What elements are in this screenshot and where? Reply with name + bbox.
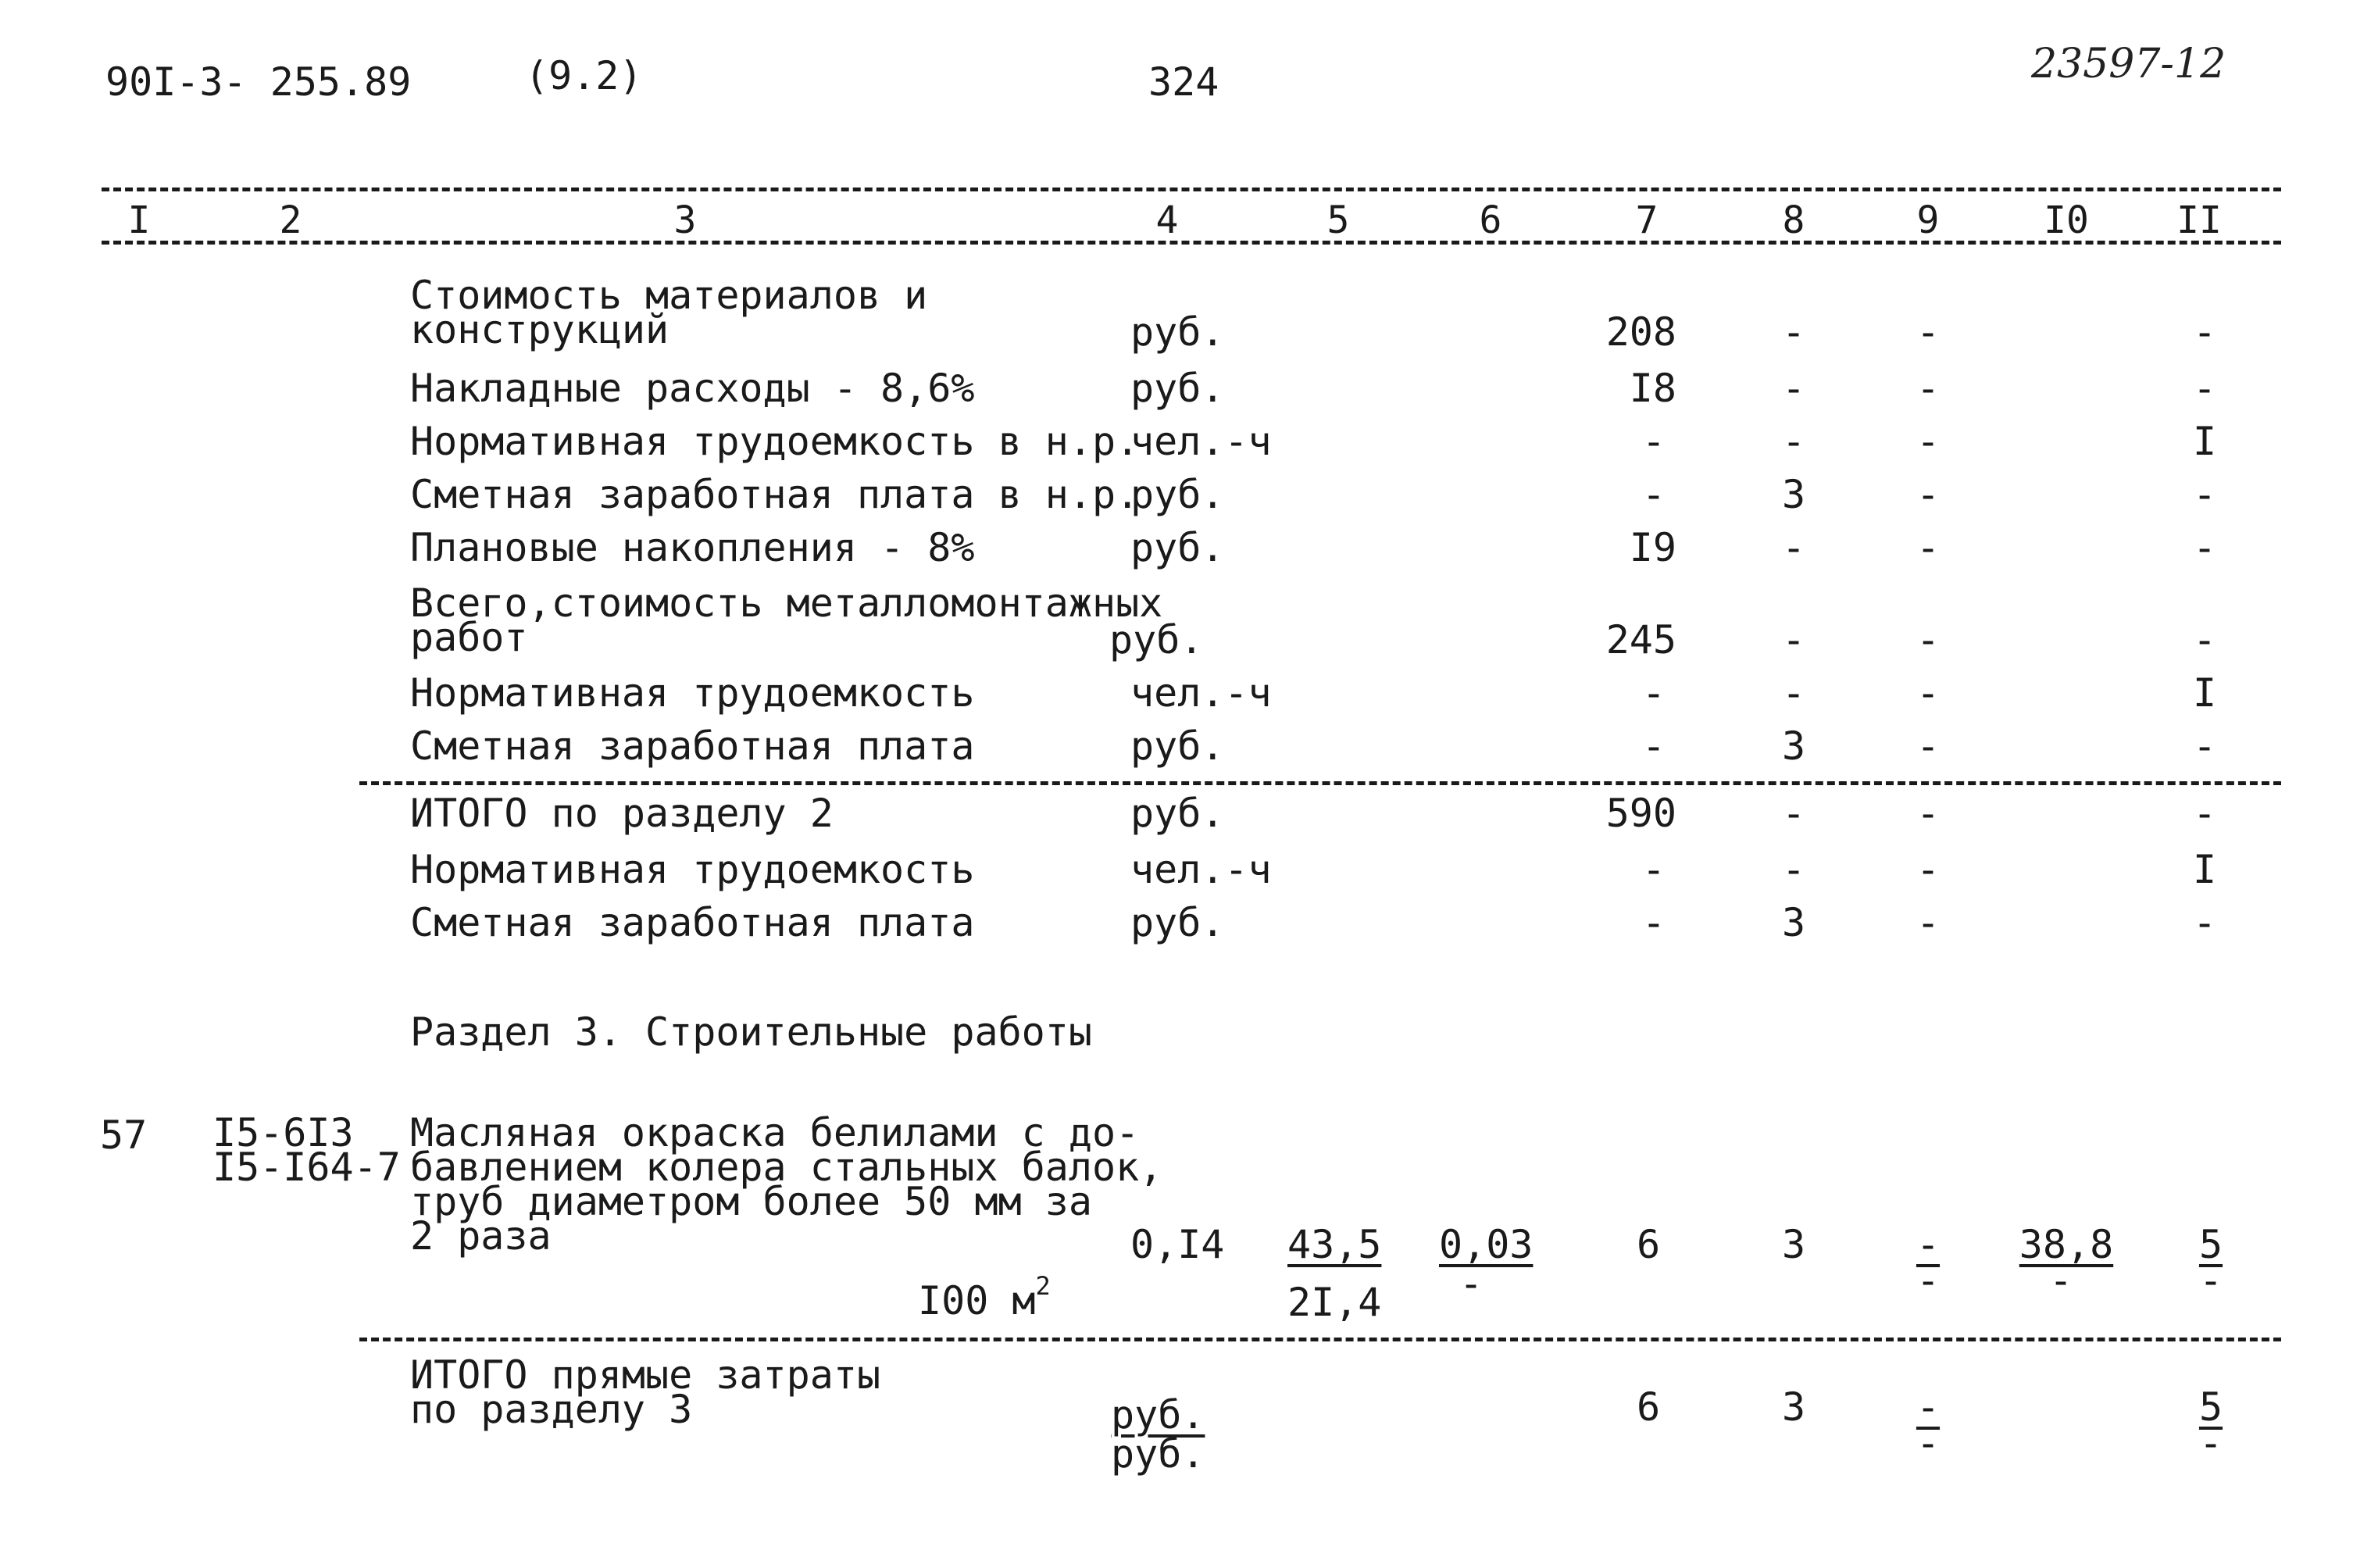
item-unit-quantity: I00 м [918, 1278, 1036, 1323]
row-col7: 590 [1605, 791, 1676, 836]
row-description: Плановые накопления - 8% [410, 525, 975, 570]
col-number-3: 3 [673, 198, 697, 242]
row-col8: 3 [1781, 723, 1806, 769]
total-description: ИТОГО прямые затраты по разделу 3 [410, 1352, 881, 1432]
col-number-6: 6 [1479, 198, 1502, 242]
row-description: Накладные расходы - 8,6% [410, 366, 975, 411]
item-col7: 6 [1636, 1222, 1661, 1267]
row-unit: чел.-ч [1130, 847, 1272, 892]
row-col8: - [1781, 525, 1806, 570]
row-col7: 245 [1605, 617, 1676, 663]
row-col9: - [1916, 472, 1941, 517]
row-col9: - [1916, 791, 1941, 836]
row-col8: - [1781, 791, 1806, 836]
row-description: Нормативная трудоемкость [410, 670, 975, 716]
section-reference: (9.2) [525, 53, 643, 98]
row-description: Сметная заработная плата в н.р. [410, 472, 1140, 517]
total-col11-top: 5 [2198, 1384, 2223, 1430]
row-unit: руб. [1130, 525, 1225, 570]
archive-number: 23597-12 [2031, 41, 2226, 88]
section3-total-rule [359, 1338, 2281, 1341]
col-number-7: 7 [1635, 198, 1659, 242]
header-rule-top [102, 188, 2281, 191]
row-unit: руб. [1130, 900, 1225, 945]
item-col6-bottom: - [1459, 1261, 1484, 1306]
total-col9-top: - [1916, 1384, 1941, 1430]
total-unit-bottom: руб. [1111, 1431, 1205, 1477]
row-unit: руб. [1130, 366, 1225, 411]
row-col7: - [1641, 419, 1666, 464]
row-col8: - [1781, 617, 1806, 663]
row-unit: чел.-ч [1130, 419, 1272, 464]
row-col11: - [2192, 309, 2217, 355]
row-col8: - [1781, 366, 1806, 411]
row-unit: руб. [1130, 472, 1225, 517]
col-number-10: I0 [2044, 198, 2089, 242]
row-description: Стоимость материалов и конструкций [410, 273, 928, 352]
row-col11: I [2192, 419, 2217, 464]
row-col11: - [2192, 366, 2217, 411]
total-col8: 3 [1781, 1384, 1806, 1430]
item-col8: 3 [1781, 1222, 1806, 1267]
row-col9: - [1916, 723, 1941, 769]
row-description: Всего,стоимость металломонтажных работ [410, 580, 1163, 660]
item-description: Масляная окраска белилами с до- бавлением колера стальных балок, труб диаметром более 50 мм за 2 раза [410, 1110, 1163, 1259]
row-col8: - [1781, 847, 1806, 892]
col-number-9: 9 [1916, 198, 1940, 242]
row-col9: - [1916, 309, 1941, 355]
row-description: Нормативная трудоемкость [410, 847, 975, 892]
col-number-11: II [2176, 198, 2222, 242]
item-col10-top: 38,8 [2019, 1222, 2114, 1267]
row-col11: I [2192, 670, 2217, 716]
row-col7: - [1641, 900, 1666, 945]
total-col11-bottom: - [2198, 1420, 2223, 1466]
total-col7: 6 [1636, 1384, 1661, 1430]
row-description: Сметная заработная плата [410, 900, 975, 945]
section2-total-rule [359, 781, 2281, 785]
row-col11: - [2192, 723, 2217, 769]
row-col8: - [1781, 670, 1806, 716]
header-rule-bottom [102, 241, 2281, 245]
row-col9: - [1916, 847, 1941, 892]
row-col9: - [1916, 617, 1941, 663]
row-col8: - [1781, 419, 1806, 464]
row-col7: 208 [1605, 309, 1676, 355]
row-col11: - [2192, 472, 2217, 517]
item-col5-top: 43,5 [1287, 1222, 1382, 1267]
row-unit: руб. [1130, 791, 1225, 836]
row-col8: 3 [1781, 900, 1806, 945]
document-code: 90I-3- 255.89 [105, 59, 412, 105]
col-number-8: 8 [1782, 198, 1805, 242]
row-unit: руб. [1130, 723, 1225, 769]
row-description: Сметная заработная плата [410, 723, 975, 769]
row-col11: I [2192, 847, 2217, 892]
row-unit: чел.-ч [1130, 670, 1272, 716]
row-col9: - [1916, 419, 1941, 464]
row-col7: - [1641, 472, 1666, 517]
total-unit-top: руб. [1111, 1392, 1205, 1438]
row-col7: - [1641, 847, 1666, 892]
item-unit-exponent: 2 [1035, 1271, 1051, 1301]
row-col9: - [1916, 366, 1941, 411]
col-number-5: 5 [1326, 198, 1350, 242]
row-col9: - [1916, 670, 1941, 716]
row-col11: - [2192, 791, 2217, 836]
row-col8: - [1781, 309, 1806, 355]
page-number: 324 [1148, 59, 1219, 105]
row-col7: I9 [1629, 525, 1676, 570]
row-col9: - [1916, 900, 1941, 945]
row-description: Нормативная трудоемкость в н.р. [410, 419, 1140, 464]
row-col7: - [1641, 670, 1666, 716]
col-number-1: I [127, 198, 151, 242]
row-col11: - [2192, 525, 2217, 570]
item-col11-top: 5 [2198, 1222, 2223, 1267]
row-unit: руб. [1109, 617, 1204, 663]
row-col7: I8 [1629, 366, 1676, 411]
item-col9-bottom: - [1916, 1258, 1941, 1303]
row-col11: - [2192, 617, 2217, 663]
item-col4: 0,I4 [1130, 1222, 1225, 1267]
col-number-4: 4 [1155, 198, 1179, 242]
row-col7: - [1641, 723, 1666, 769]
item-unit [918, 1271, 1051, 1323]
item-col11-bottom: - [2198, 1258, 2223, 1303]
item-codes: I5-6I3 I5-I64-7 [212, 1110, 401, 1190]
item-col9-top: - [1916, 1222, 1941, 1267]
total-col9-bottom: - [1916, 1420, 1941, 1466]
col-number-2: 2 [279, 198, 302, 242]
section-title: Раздел 3. Строительные работы [410, 1009, 1092, 1055]
row-col11: - [2192, 900, 2217, 945]
item-col6-top: 0,03 [1439, 1222, 1534, 1267]
row-col8: 3 [1781, 472, 1806, 517]
row-col9: - [1916, 525, 1941, 570]
item-number: 57 [100, 1113, 148, 1158]
item-col5-bottom: 2I,4 [1287, 1280, 1382, 1325]
row-unit: руб. [1130, 309, 1225, 355]
item-col10-bottom: - [2048, 1258, 2073, 1303]
row-description: ИТОГО по разделу 2 [410, 791, 834, 836]
